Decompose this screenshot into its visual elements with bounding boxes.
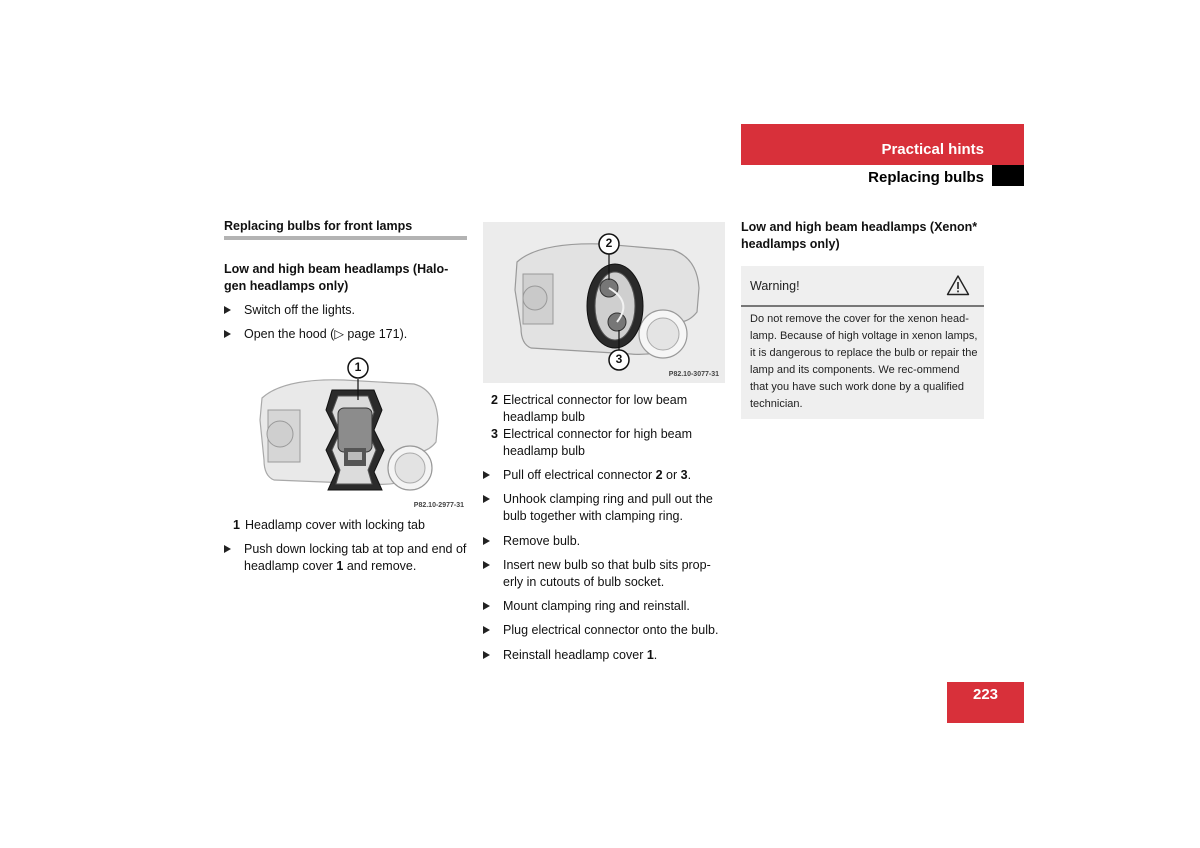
step-text: Pull off electrical connector 2 or 3. xyxy=(503,468,692,482)
step-text: Plug electrical connector onto the bulb. xyxy=(503,623,719,637)
bullet-arrow-icon xyxy=(483,651,490,659)
step-reinstall-cover xyxy=(483,647,725,664)
section-rule xyxy=(224,236,467,240)
warning-title: Warning! xyxy=(750,279,800,293)
connector-figure xyxy=(483,222,725,383)
step-pull-connector xyxy=(483,467,725,484)
front-lamps-title: Replacing bulbs for front lamps xyxy=(224,219,413,233)
warning-triangle-icon xyxy=(946,274,970,296)
headlamp-cover-illustration xyxy=(224,350,467,513)
halogen-subheading-line2: gen headlamps only) xyxy=(224,279,349,293)
headlamp-cover-figure xyxy=(224,350,467,513)
bullet-arrow-icon xyxy=(483,471,490,479)
legend-item-2 xyxy=(491,392,725,426)
bullet-arrow-icon xyxy=(483,626,490,634)
figure-code: P82.10-3077-31 xyxy=(668,371,719,378)
step-text: Open the hood (▷ page 171). xyxy=(244,327,408,341)
step-text: Insert new bulb so that bulb sits prop-erly in cutouts of bulb socket. xyxy=(503,558,711,589)
figure-code: P82.10-2977-31 xyxy=(413,502,464,509)
step-text: Push down locking tab at top and end of headlamp cover 1 and remove. xyxy=(244,542,467,573)
xenon-heading-line1: Low and high beam headlamps (Xenon* xyxy=(741,220,978,234)
bullet-arrow-icon xyxy=(483,537,490,545)
bullet-arrow-icon xyxy=(483,602,490,610)
callout-2: 2 xyxy=(605,236,613,250)
halogen-subheading-line1: Low and high beam headlamps (Halo- xyxy=(224,262,449,276)
bullet-arrow-icon xyxy=(224,306,231,314)
legend-item-3 xyxy=(491,426,725,460)
legend-item-1 xyxy=(233,517,467,534)
bullet-arrow-icon xyxy=(224,330,231,338)
step-text: Remove bulb. xyxy=(503,534,581,548)
legend-text: Electrical connector for high beam headlamp bulb xyxy=(503,427,692,458)
step-open-hood xyxy=(224,326,467,343)
header-black-tab xyxy=(992,165,1024,186)
page-number: 223 xyxy=(972,686,999,703)
legend-text: Headlamp cover with locking tab xyxy=(245,518,425,532)
legend-number: 2 xyxy=(491,393,498,407)
callout-1: 1 xyxy=(354,360,362,374)
xenon-heading xyxy=(741,219,991,253)
step-unhook-ring xyxy=(483,491,725,525)
warning-body: Do not remove the cover for the xenon head-lamp. Because of high voltage in xenon lamps, it is dangerous to replace the bulb or repair the lamp and its components. We rec-ommend that you have such work done by a qualified technician. xyxy=(750,313,978,410)
bullet-arrow-icon xyxy=(483,495,490,503)
step-insert-bulb xyxy=(483,557,725,591)
section-title: Practical hints xyxy=(881,141,984,158)
step-text: Switch off the lights. xyxy=(244,303,355,317)
legend-text: Electrical connector for low beam headlamp bulb xyxy=(503,393,688,424)
subsection-title: Replacing bulbs xyxy=(868,169,984,186)
step-text: Mount clamping ring and reinstall. xyxy=(503,599,690,613)
step-mount-ring xyxy=(483,598,725,615)
halogen-subheading xyxy=(224,261,467,295)
xenon-heading-line2: headlamps only) xyxy=(741,237,840,251)
step-text: Reinstall headlamp cover 1. xyxy=(503,648,658,662)
bullet-arrow-icon xyxy=(483,561,490,569)
legend-number: 3 xyxy=(491,427,498,441)
step-push-locking-tab xyxy=(224,541,467,575)
step-text: Unhook clamping ring and pull out the bulb together with clamping ring. xyxy=(503,492,713,523)
legend-number: 1 xyxy=(233,518,240,532)
step-plug-connector xyxy=(483,622,725,639)
bullet-arrow-icon xyxy=(224,545,231,553)
callout-3: 3 xyxy=(615,352,623,366)
step-switch-off-lights xyxy=(224,302,467,319)
step-remove-bulb xyxy=(483,533,725,550)
